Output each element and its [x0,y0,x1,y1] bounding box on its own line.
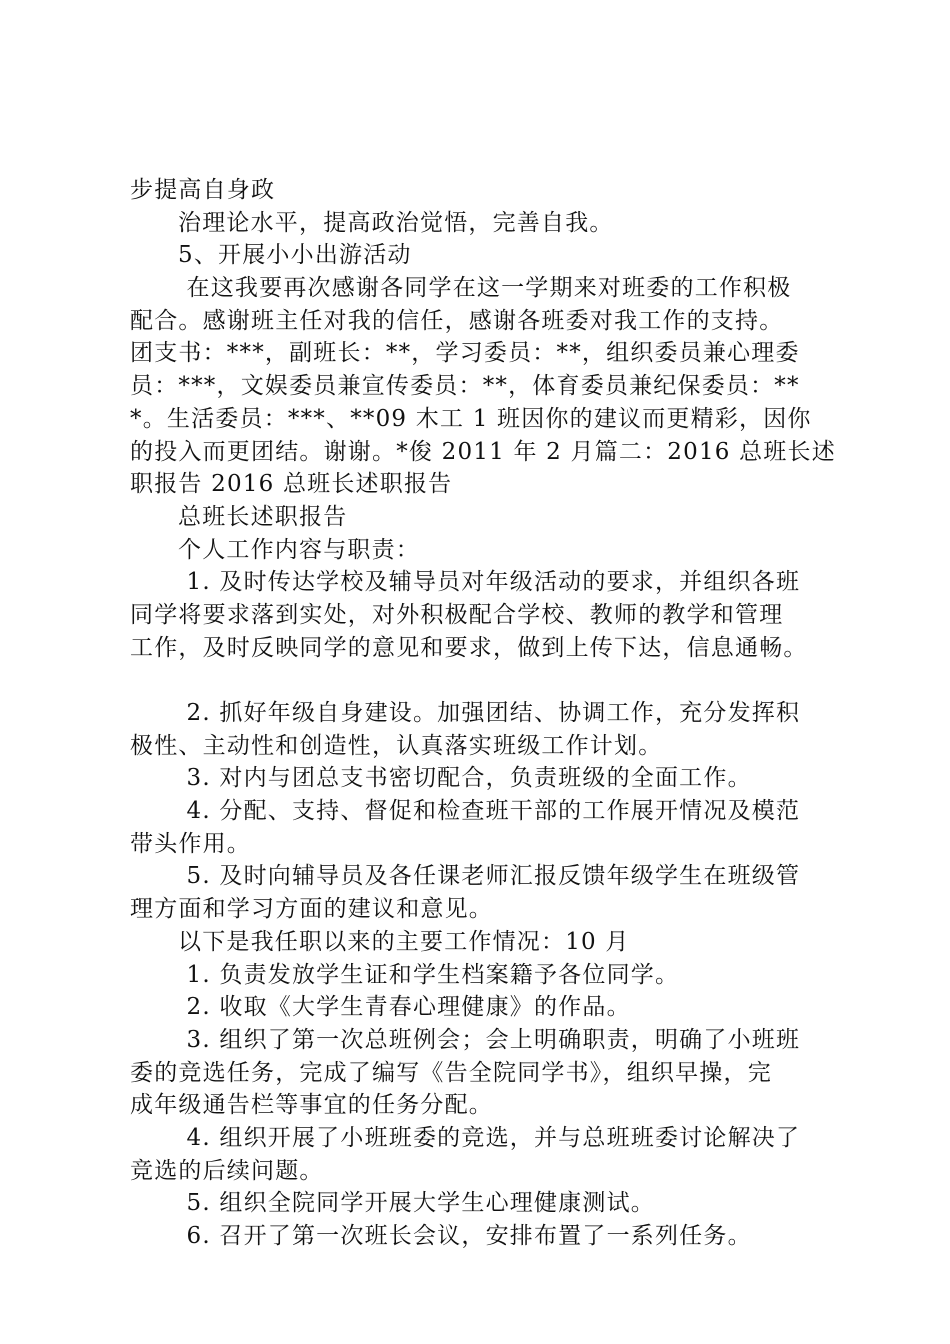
text-line [130,664,835,697]
text-line: 1. 及时传达学校及辅导员对年级活动的要求，并组织各班 [178,569,801,596]
text-line: 3. 组织了第一次总班例会；会上明确职责，明确了小班班 [178,1026,801,1053]
text-line: 工作，及时反映同学的意见和要求，做到上传下达，信息通畅。 [130,634,808,661]
text-line: 竞选的后续问题。 [130,1157,324,1184]
text-line: 5. 组织全院同学开展大学生心理健康测试。 [178,1190,655,1217]
text-line: 团支书：***，副班长：**，学习委员：**，组织委员兼心理委 [130,340,800,367]
text-line: 的投入而更团结。谢谢。*俊 2011 年 2 月篇二：2016 总班长述 [130,438,836,465]
text-line: 5、开展小小出游活动 [178,242,412,269]
text-line: 2. 收取《大学生青春心理健康》的作品。 [178,994,631,1021]
text-line: 总班长述职报告 [178,503,348,530]
text-line: 职报告 2016 总班长述职报告 [130,471,453,498]
text-line: 配合。感谢班主任对我的信任，感谢各班委对我工作的支持。 [130,307,784,334]
text-line: 步提高自身政 [130,177,276,203]
text-line: 1. 负责发放学生证和学生档案籍予各位同学。 [178,961,680,988]
text-line: 同学将要求落到实处，对外积极配合学校、教师的教学和管理 [130,601,784,628]
text-line: *。生活委员：***、**09 木工 1 班因你的建议而更精彩，因你 [130,405,812,432]
text-line: 个人工作内容与职责： [178,536,420,563]
text-line: 3. 对内与团总支书密切配合，负责班级的全面工作。 [178,765,752,792]
text-line: 5. 及时向辅导员及各任课老师汇报反馈年级学生在班级管 [178,863,801,890]
document-body [130,174,835,1253]
text-line: 在这我要再次感谢各同学在这一学期来对班委的工作积极 [178,275,792,302]
text-line: 极性、主动性和创造性，认真落实班级工作计划。 [130,732,663,759]
text-line: 4. 组织开展了小班班委的竞选，并与总班班委讨论解决了 [178,1124,801,1151]
text-line: 2. 抓好年级自身建设。加强团结、协调工作，充分发挥积 [178,700,801,726]
text-line: 员：***，文娱委员兼宣传委员：**，体育委员兼纪保委员：** [130,373,800,400]
text-line: 委的竞选任务，完成了编写《告全院同学书》，组织早操，完 [130,1059,772,1086]
text-line: 6. 召开了第一次班长会议，安排布置了一系列任务。 [178,1223,752,1249]
text-line: 以下是我任职以来的主要工作情况：10 月 [178,928,630,955]
text-line: 理方面和学习方面的建议和意见。 [130,896,493,923]
text-line: 治理论水平，提高政治觉悟，完善自我。 [178,209,614,236]
text-line: 带头作用。 [130,830,251,857]
text-line: 成年级通告栏等事宜的任务分配。 [130,1092,493,1119]
text-line: 4. 分配、支持、督促和检查班干部的工作展开情况及模范 [178,798,801,825]
